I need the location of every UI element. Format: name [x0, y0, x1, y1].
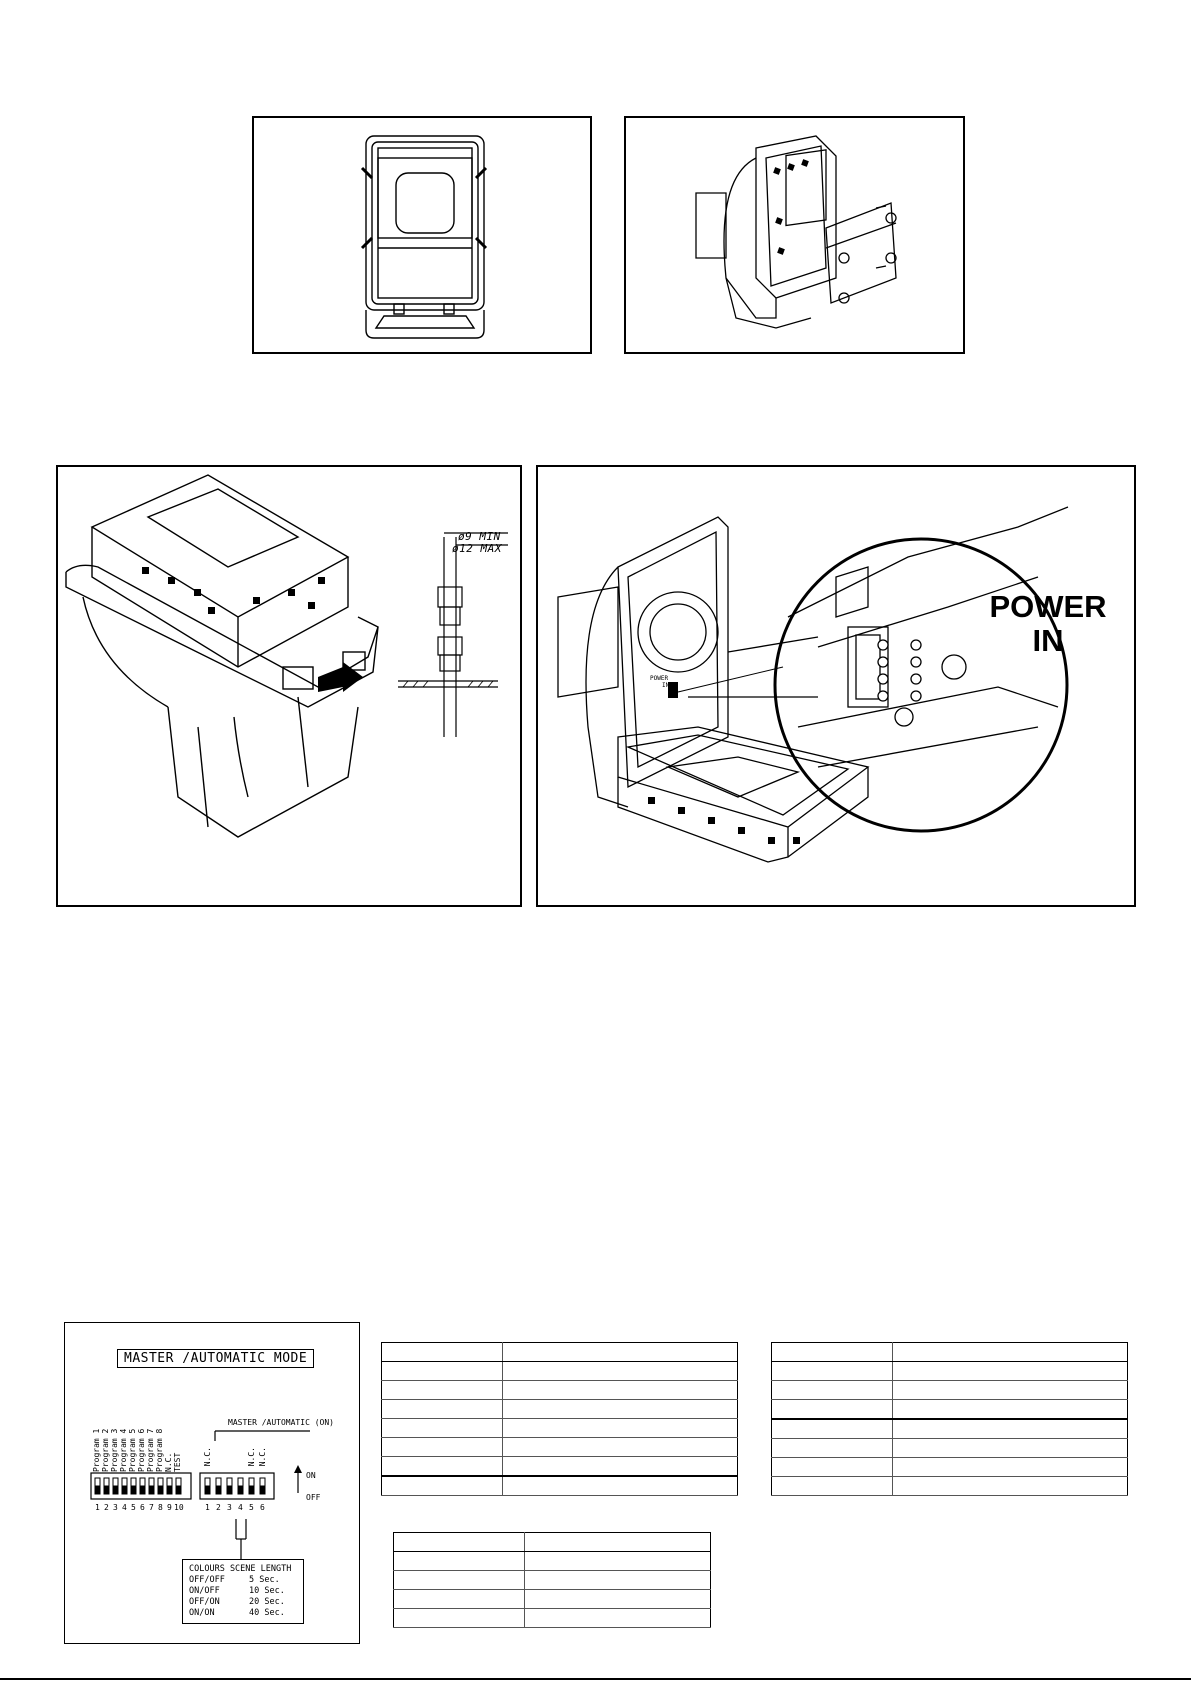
figure-cable-gland: [56, 465, 522, 907]
switch1-number: 6: [140, 1503, 145, 1512]
blank-table-bottom: [393, 1532, 711, 1628]
scene-row: ON/ON 40 Sec.: [189, 1608, 285, 1618]
switch2-label: N.C.: [258, 1447, 267, 1467]
program-label: Program 8: [155, 1428, 164, 1472]
program-label: Program 6: [137, 1428, 146, 1472]
program-label: Program 3: [110, 1428, 119, 1472]
switch1-number: 10: [174, 1503, 184, 1512]
power-in-small-line1: POWER: [650, 675, 669, 682]
switch2-number: 3: [227, 1503, 232, 1512]
mode-title: MASTER /AUTOMATIC MODE: [117, 1349, 314, 1368]
open-luminaire-drawing: [538, 467, 1136, 907]
switch2-label: N.C.: [247, 1447, 256, 1467]
page-bottom-rule: [0, 1678, 1191, 1680]
scene-heading: COLOURS SCENE LENGTH: [189, 1564, 292, 1574]
figure-power-in: [536, 465, 1136, 907]
spec-min-diameter: ø9 MIN: [458, 530, 501, 543]
on-arrow-icon: [294, 1465, 302, 1473]
bracket-drawing: [626, 118, 965, 354]
luminaire-side-drawing: [58, 467, 522, 907]
scene-row: ON/OFF 10 Sec.: [189, 1586, 285, 1596]
power-in-label: [985, 590, 1111, 658]
switch2-number: 6: [260, 1503, 265, 1512]
luminaire-front-drawing: [254, 118, 592, 354]
off-label: OFF: [306, 1493, 321, 1502]
dip-switch-panel: [64, 1322, 360, 1644]
program-label: Program 2: [101, 1428, 110, 1472]
switch1-number: 9: [167, 1503, 172, 1512]
scene-row: OFF/OFF 5 Sec.: [189, 1575, 280, 1585]
blank-table-left: [381, 1342, 738, 1496]
switch1-number: 3: [113, 1503, 118, 1512]
program-label: TEST: [173, 1452, 182, 1472]
program-label: Program 5: [128, 1428, 137, 1472]
colours-scene-length-box: [182, 1559, 304, 1624]
program-label: N.C.: [164, 1452, 173, 1472]
switch2-number: 2: [216, 1503, 221, 1512]
arrow-icon: [318, 662, 363, 692]
on-label: ON: [306, 1471, 316, 1480]
program-label: Program 1: [92, 1428, 101, 1472]
power-in-line2: IN: [1032, 623, 1064, 658]
power-in-line1: POWER: [989, 589, 1107, 624]
switch1-number: 1: [95, 1503, 100, 1512]
master-automatic-label: MASTER /AUTOMATIC (ON): [228, 1418, 334, 1427]
program-label: Program 7: [146, 1428, 155, 1472]
switch2-number: 1: [205, 1503, 210, 1512]
figure-front-view: [252, 116, 592, 354]
switch1-number: 4: [122, 1503, 127, 1512]
switch1-number: 8: [158, 1503, 163, 1512]
power-in-small-line2: IN: [662, 682, 670, 689]
switch2-label: N.C.: [203, 1447, 212, 1467]
blank-table-right: [771, 1342, 1128, 1496]
switch1-number: 2: [104, 1503, 109, 1512]
program-label: Program 4: [119, 1428, 128, 1472]
switch2-number: 4: [238, 1503, 243, 1512]
switch1-number: 7: [149, 1503, 154, 1512]
power-in-small-label: [650, 675, 669, 689]
scene-row: OFF/ON 20 Sec.: [189, 1597, 285, 1607]
spec-max-diameter: ø12 MAX: [452, 542, 502, 555]
figure-bracket-view: [624, 116, 965, 354]
switch2-number: 5: [249, 1503, 254, 1512]
switch1-number: 5: [131, 1503, 136, 1512]
